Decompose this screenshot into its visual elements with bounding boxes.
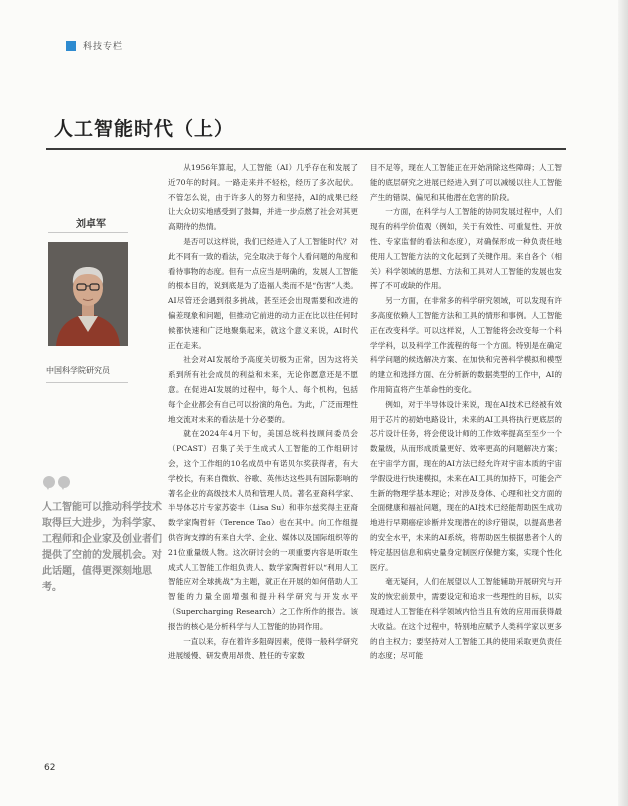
author-name: 刘卓军 bbox=[76, 219, 106, 230]
page-fold-shadow bbox=[618, 0, 628, 806]
paragraph: 目不足等，现在人工智能正在开始消除这些障碍；人工智能的底层研究之进展已经进入到了可以减缓以往人工智能产生的错误、偏见和其他潜在危害的阶段。 bbox=[370, 163, 562, 202]
paragraph: 是否可以这样说，我们已经进入了人工智能时代？对此不同有一致的看法，完全取决于每个人看问题的角度和看待事物的态度。但有一点应当是明确的，发展人工智能的根本目的，说到底是为了造福人类而不是“伤害”人类。AI尽管还会遇到很多挑战，甚至还会出现需要和改进的偏差现象和问题，但推动它前进的动力正在比以往任何时候都快速和广泛地聚集起来，就这个意义来说，AI时代正在走来。 bbox=[168, 236, 359, 350]
author-portrait-image bbox=[48, 242, 128, 346]
paragraph: 一直以来，存在着许多阻碍因素，使得一般科学研究进展缓慢、研发费用昂贵、胜任的专家数 bbox=[168, 636, 358, 661]
title-divider bbox=[46, 148, 566, 150]
pull-quote: 人工智能可以推动科学技术取得巨大进步，为科学家、工程师和企业家及创业者们提供了空前的发展机会。对此话题，值得更深刻地思考。 bbox=[42, 502, 162, 593]
paragraph: 社会对AI发展给予高度关切极为正常，因为这将关系到所有社会成员的利益和未来，无论你愿意还是不愿意。在促进AI发展的过程中，每个人、每个机构，包括每个企业都会有自己可以扮演的角色。为此，广泛而理性地交流对未来的看法是十分必要的。 bbox=[168, 355, 358, 424]
paragraph: 从1956年算起，人工智能（AI）几乎存在和发展了近70年的时间。一路走来并不轻松，经历了多次起伏。不管怎么说，由于许多人的努力和坚持，AI的成果已经让大众切实地感受到了鼓舞，并进一步点燃了社会对其更高期待的热情。 bbox=[168, 163, 358, 232]
section-tag-square-icon bbox=[66, 41, 76, 51]
author-affiliation: 中国科学院研究员 bbox=[46, 366, 110, 375]
section-tag-label: 科技专栏 bbox=[83, 42, 124, 52]
paragraph: 例如，对于半导体设计来说，现在AI技术已经被有效用于芯片的初始电路设计，未来的AI工具将执行更底层的芯片设计任务，将会使设计师的工作效率提高至至少一个数量级，从而形成质量更好、效率更高的问题解决方案；在宇宙学方面，现在的AI方法已经允许对宇宙本质的宇宙学假设进行快速模拟，未来在AI工具的加持下，可能会产生新的物理学基本理论；对涉及身体、心理和社交方面的全面健康和福祉问题，现在的AI技术已经能帮助医生成功地进行早期癌症诊断并发现潜在的诊疗错误，以提高患者的安全水平，未来的AI系统，将帮助医生根据患者个人的特定基因信息和病史量身定制医疗保健方案，实现个性化医疗。 bbox=[370, 399, 562, 572]
author-divider bbox=[48, 232, 128, 233]
page-number: 62 bbox=[44, 763, 56, 773]
paragraph: 毫无疑问，人们在展望以人工智能辅助开展研究与开发的恢宏前景中，需要设定和追求一些理性的目标，以实现通过人工智能在科学领域内恰当且有效的应用而获得最大收益。在这个过程中，特别地应赋予人类科学家以更多的自主权力；要坚持对人工智能工具的使用采取更负责任的态度；尽可能 bbox=[370, 577, 562, 661]
paragraph: 另一方面，在非常多的科学研究领域，可以发现有许多高度依赖人工智能方法和工具的情形和事例。人工智能正在改变科学。可以这样说，人工智能将会改变每一个科学学科，以及科学工作流程的每一个方面。特别是在确定科学问题的候选解决方案、在加快和完善科学模拟和模型的建立和选择方面、在分析新的数据类型的工作中，AI的作用简直将产生革命性的变化。 bbox=[370, 296, 562, 394]
body-column-2 bbox=[370, 161, 562, 664]
quote-mark-icon bbox=[42, 474, 74, 490]
section-tag bbox=[66, 39, 123, 52]
article-title: 人工智能时代（上） bbox=[54, 118, 235, 140]
author-photo bbox=[48, 242, 128, 346]
paragraph: 就在2024年4月下旬，美国总统科技顾问委员会（PCAST）召集了关于生成式人工智能的工作组研讨会，这个工作组的10名成员中有诺贝尔奖获得者，有大学校长，有来自微软、谷歌、英伟达这些具有国际影响的著名企业的高级技术人员和管理人员。著名亚裔科学家、半导体芯片专家苏姿丰（Lisa Su）和菲尔兹奖得主亚裔数学家陶哲轩（Terence Tao）也在其中。向工作组提供咨询支撑的有来自大学、企业、媒体以及国际组织等的21位重量级人物。这次研讨会的一项重要内容是听取生成式人工智能工作组负责人、数学家陶哲轩以“利用人工智能应对全球挑战”为主题，就正在开展的如何借助人工智能的力量全面增强和提升科学研究与开发水平（Supercharging Research）之工作所作的报告。该报告的核心是分析科学与人工智能的协同作用。 bbox=[168, 429, 358, 631]
affiliation-divider bbox=[46, 382, 128, 383]
body-column-1 bbox=[168, 161, 358, 664]
paragraph: 一方面，在科学与人工智能的协同发展过程中，人们现有的科学价值观（例如，关于有效性、可重复性、开放性、专家监督的看法和态度），对确保形成一种负责任地使用人工智能方法的文化起到了关键作用。来自各个（相关）科学领域的思想、方法和工具对人工智能的发展也发挥了不可或缺的作用。 bbox=[370, 207, 562, 291]
